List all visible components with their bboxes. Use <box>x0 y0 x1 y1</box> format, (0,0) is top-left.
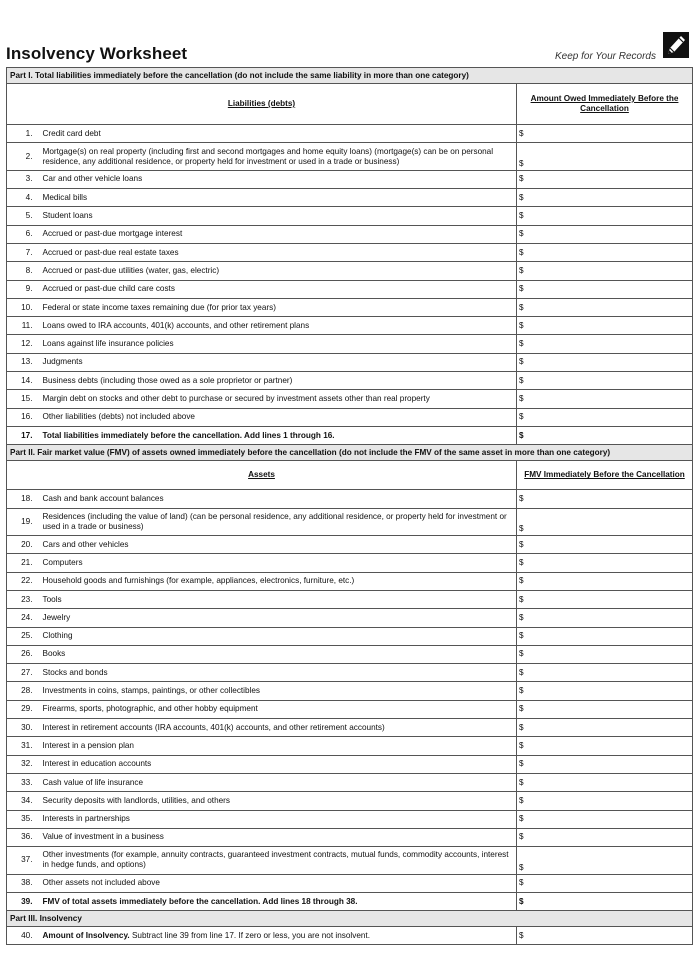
amount-field[interactable]: $ <box>517 828 693 846</box>
line-number: 25. <box>7 627 39 645</box>
amount-field[interactable]: $ <box>517 627 693 645</box>
line-number: 21. <box>7 554 39 572</box>
amount-field[interactable]: $ <box>517 508 693 536</box>
line-description: Loans against life insurance policies <box>39 335 517 353</box>
line-number: 9. <box>7 280 39 298</box>
table-row <box>7 645 693 663</box>
line-number: 28. <box>7 682 39 700</box>
part-3-heading <box>7 911 693 927</box>
part-1-column-headers <box>7 84 693 125</box>
line-number: 37. <box>7 847 39 875</box>
line-number: 29. <box>7 700 39 718</box>
insolvency-table <box>6 67 693 945</box>
line-description: Cars and other vehicles <box>39 536 517 554</box>
line-number: 20. <box>7 536 39 554</box>
amount-field[interactable]: $ <box>517 572 693 590</box>
line-description: Interest in education accounts <box>39 755 517 773</box>
amount-field[interactable]: $ <box>517 719 693 737</box>
amount-field[interactable]: $ <box>517 335 693 353</box>
amount-field[interactable]: $ <box>517 609 693 627</box>
amount-field[interactable]: $ <box>517 792 693 810</box>
amount-field[interactable]: $ <box>517 554 693 572</box>
line-number: 30. <box>7 719 39 737</box>
table-row <box>7 755 693 773</box>
amount-field[interactable]: $ <box>517 737 693 755</box>
line-number: 39. <box>7 892 39 910</box>
table-row <box>7 353 693 371</box>
keep-for-records-note: Keep for Your Records <box>555 51 656 62</box>
amount-field[interactable]: $ <box>517 536 693 554</box>
line-description: Jewelry <box>39 609 517 627</box>
line-number: 35. <box>7 810 39 828</box>
amount-field[interactable]: $ <box>517 280 693 298</box>
table-row <box>7 170 693 188</box>
line-number: 24. <box>7 609 39 627</box>
line-number: 8. <box>7 262 39 280</box>
amount-field[interactable]: $ <box>517 773 693 791</box>
table-row <box>7 609 693 627</box>
amount-field[interactable]: $ <box>517 874 693 892</box>
line-number: 17. <box>7 426 39 444</box>
line-description: Tools <box>39 590 517 608</box>
line-description: Interests in partnerships <box>39 810 517 828</box>
line-description: Clothing <box>39 627 517 645</box>
worksheet-header <box>6 44 692 66</box>
line-number: 32. <box>7 755 39 773</box>
amount-field[interactable]: $ <box>517 143 693 171</box>
table-row <box>7 572 693 590</box>
amount-field[interactable]: $ <box>517 372 693 390</box>
line-number: 16. <box>7 408 39 426</box>
insolvency-instruction: Subtract line 39 from line 17. If zero or less, you are not insolvent. <box>129 930 370 940</box>
line-description: Household goods and furnishings (for example, appliances, electronics, furniture, etc.) <box>39 572 517 590</box>
line-description <box>39 927 517 945</box>
line-number: 11. <box>7 317 39 335</box>
line-description: Mortgage(s) on real property (including first and second mortgages and home equity loans) (mortgage(s) can be on personal residence, any additional residence, or property held for investment or used in a trade or business) <box>39 143 517 171</box>
line-number: 6. <box>7 225 39 243</box>
table-row <box>7 828 693 846</box>
line-description: Student loans <box>39 207 517 225</box>
table-row <box>7 590 693 608</box>
line-description: Federal or state income taxes remaining due (for prior tax years) <box>39 298 517 316</box>
line-description: Books <box>39 645 517 663</box>
amount-field[interactable]: $ <box>517 700 693 718</box>
amount-field[interactable]: $ <box>517 408 693 426</box>
line-number: 2. <box>7 143 39 171</box>
table-row <box>7 143 693 171</box>
table-row <box>7 536 693 554</box>
column-header-description: Assets <box>7 461 517 490</box>
line-description: Security deposits with landlords, utilities, and others <box>39 792 517 810</box>
amount-field[interactable]: $ <box>517 262 693 280</box>
line-number: 5. <box>7 207 39 225</box>
column-header-amount: Amount Owed Immediately Before the Cancellation <box>517 84 693 125</box>
part-2-heading-label: Part II. Fair market value (FMV) of assets owned immediately before the cancellation (do not include the FMV of the same asset in more than one category) <box>7 445 693 461</box>
line-description: FMV of total assets immediately before the cancellation. Add lines 18 through 38. <box>39 892 517 910</box>
table-row <box>7 627 693 645</box>
line-description: Interest in retirement accounts (IRA accounts, 401(k) accounts, and other retirement accounts) <box>39 719 517 737</box>
table-row <box>7 335 693 353</box>
line-description: Cash and bank account balances <box>39 490 517 508</box>
line-number: 13. <box>7 353 39 371</box>
line-number: 36. <box>7 828 39 846</box>
line-description: Judgments <box>39 353 517 371</box>
line-number: 31. <box>7 737 39 755</box>
amount-field[interactable]: $ <box>517 682 693 700</box>
table-row <box>7 554 693 572</box>
amount-field[interactable]: $ <box>517 353 693 371</box>
line-description: Value of investment in a business <box>39 828 517 846</box>
amount-field[interactable]: $ <box>517 892 693 910</box>
line-number: 7. <box>7 243 39 261</box>
line-number: 33. <box>7 773 39 791</box>
line-number: 1. <box>7 125 39 143</box>
page-title: Insolvency Worksheet <box>6 44 188 63</box>
line-description: Medical bills <box>39 189 517 207</box>
amount-field[interactable]: $ <box>517 317 693 335</box>
amount-field[interactable]: $ <box>517 490 693 508</box>
table-row <box>7 874 693 892</box>
part-3-heading-label: Part III. Insolvency <box>7 911 693 927</box>
insolvency-label: Amount of Insolvency. <box>42 930 130 940</box>
amount-field[interactable]: $ <box>517 645 693 663</box>
amount-field[interactable]: $ <box>517 847 693 875</box>
table-row <box>7 125 693 143</box>
amount-field[interactable]: $ <box>517 927 693 945</box>
table-row <box>7 390 693 408</box>
line-number: 15. <box>7 390 39 408</box>
line-description: Investments in coins, stamps, paintings, or other collectibles <box>39 682 517 700</box>
amount-field[interactable]: $ <box>517 189 693 207</box>
line-number: 18. <box>7 490 39 508</box>
line-description: Total liabilities immediately before the cancellation. Add lines 1 through 16. <box>39 426 517 444</box>
table-row <box>7 700 693 718</box>
table-row <box>7 682 693 700</box>
part-2-column-headers <box>7 461 693 490</box>
line-description: Accrued or past-due child care costs <box>39 280 517 298</box>
amount-field[interactable]: $ <box>517 390 693 408</box>
column-header-description: Liabilities (debts) <box>7 84 517 125</box>
table-row <box>7 280 693 298</box>
line-description: Accrued or past-due real estate taxes <box>39 243 517 261</box>
line-description: Loans owed to IRA accounts, 401(k) accounts, and other retirement plans <box>39 317 517 335</box>
line-number: 38. <box>7 874 39 892</box>
amount-field[interactable]: $ <box>517 243 693 261</box>
line-description: Other investments (for example, annuity contracts, guaranteed investment contracts, mutual funds, commodity accounts, interest in hedge funds, and options) <box>39 847 517 875</box>
amount-field[interactable]: $ <box>517 810 693 828</box>
line-number: 23. <box>7 590 39 608</box>
table-row <box>7 189 693 207</box>
table-row <box>7 847 693 875</box>
column-header-amount: FMV Immediately Before the Cancellation <box>517 461 693 490</box>
amount-field[interactable]: $ <box>517 755 693 773</box>
part-2-heading <box>7 445 693 461</box>
table-row <box>7 737 693 755</box>
line-description: Cash value of life insurance <box>39 773 517 791</box>
table-row <box>7 719 693 737</box>
line-number: 22. <box>7 572 39 590</box>
line-number: 3. <box>7 170 39 188</box>
line-description: Firearms, sports, photographic, and other hobby equipment <box>39 700 517 718</box>
table-row <box>7 508 693 536</box>
table-row <box>7 317 693 335</box>
line-description: Credit card debt <box>39 125 517 143</box>
line-description: Computers <box>39 554 517 572</box>
amount-field[interactable]: $ <box>517 298 693 316</box>
table-row <box>7 810 693 828</box>
line-description: Other liabilities (debts) not included above <box>39 408 517 426</box>
table-row <box>7 664 693 682</box>
pencil-icon <box>662 31 690 59</box>
line-number: 14. <box>7 372 39 390</box>
amount-field[interactable]: $ <box>517 590 693 608</box>
line-description: Other assets not included above <box>39 874 517 892</box>
line-number: 34. <box>7 792 39 810</box>
table-row <box>7 892 693 910</box>
line-number: 10. <box>7 298 39 316</box>
amount-field[interactable]: $ <box>517 426 693 444</box>
line-number: 19. <box>7 508 39 536</box>
table-row <box>7 408 693 426</box>
line-number: 4. <box>7 189 39 207</box>
table-row <box>7 792 693 810</box>
amount-field[interactable]: $ <box>517 170 693 188</box>
table-row <box>7 243 693 261</box>
line-number: 40. <box>7 927 39 945</box>
line-number: 12. <box>7 335 39 353</box>
amount-field[interactable]: $ <box>517 125 693 143</box>
table-row <box>7 426 693 444</box>
line-description: Residences (including the value of land) (can be personal residence, any additional residence, or property held for investment or used in a trade or business) <box>39 508 517 536</box>
line-description: Margin debt on stocks and other debt to purchase or secured by investment assets other than real property <box>39 390 517 408</box>
line-description: Business debts (including those owed as a sole proprietor or partner) <box>39 372 517 390</box>
line-description: Accrued or past-due utilities (water, gas, electric) <box>39 262 517 280</box>
table-row <box>7 773 693 791</box>
table-row <box>7 927 693 945</box>
amount-field[interactable]: $ <box>517 664 693 682</box>
amount-field[interactable]: $ <box>517 207 693 225</box>
line-number: 26. <box>7 645 39 663</box>
table-row <box>7 490 693 508</box>
part-1-heading <box>7 68 693 84</box>
line-number: 27. <box>7 664 39 682</box>
part-1-heading-label: Part I. Total liabilities immediately before the cancellation (do not include the same liability in more than one category) <box>7 68 693 84</box>
amount-field[interactable]: $ <box>517 225 693 243</box>
line-description: Interest in a pension plan <box>39 737 517 755</box>
line-description: Car and other vehicle loans <box>39 170 517 188</box>
table-row <box>7 207 693 225</box>
table-row <box>7 298 693 316</box>
table-row <box>7 372 693 390</box>
table-row <box>7 262 693 280</box>
line-description: Stocks and bonds <box>39 664 517 682</box>
table-row <box>7 225 693 243</box>
line-description: Accrued or past-due mortgage interest <box>39 225 517 243</box>
